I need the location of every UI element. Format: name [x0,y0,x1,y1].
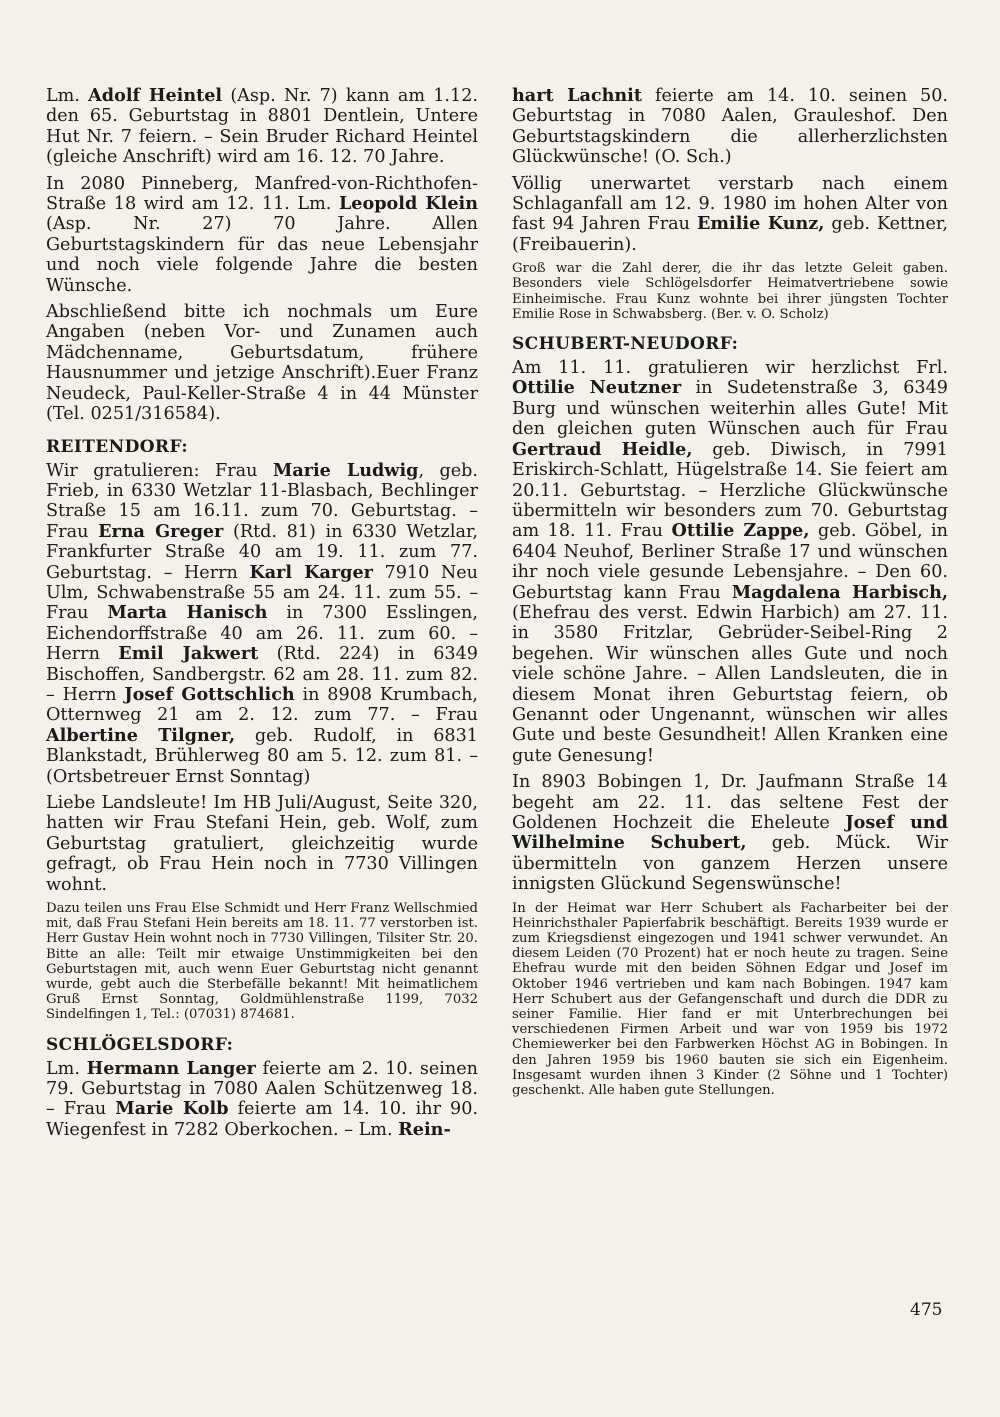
left_column-paragraph-8: Lm. Hermann Langer feierte am 2. 10. seinen 79. Geburtstag in 7080 Aalen Schützenweg 18. – Frau Marie Kolb feierte am 14. 10. ihr 90. Wiegenfest in 7282 Oberkochen. – Lm. Rein- [46,1057,479,1140]
right_column-paragraph-2: Groß war die Zahl derer, die ihr das letzte Geleit gaben. Besonders viele Schlögelsdorfer Heimatvertriebene sowie Einheimische. Frau Kunz wohnte bei ihrer jüngsten Tochter Emilie Rose in Schwabsberg. (Ber. v. O. Scholz) [512,261,948,322]
page-number: 475 [910,1300,943,1320]
left_column-heading-3: REITENDORF: [46,436,189,457]
right_column-paragraph-4: Am 11. 11. gratulieren wir herzlichst Frl. Ottilie Neutzner in Sudetenstraße 3, 6349 Burg und wünschen weiterhin alles Gute! Mit den gleichen guten Wünschen auch für Frau Gertraud Heidle, geb. Diwisch, in 7991 Eriskirch-Schlatt, Hügelstraße 14. Sie feiert am 20.11. Geburtstag. – Herzliche Glückwünsche übermitteln wir besonders zum 70. Geburtstag am 18. 11. Frau Ottilie Zappe, geb. Göbel, in 6404 Neuhof, Berliner Straße 17 und wünschen ihr noch viele gesunde Lebensjahre. – Den 60. Geburtstag kann Frau Magdalena Harbisch, (Ehefrau des verst. Edwin Harbich) am 27. 11. in 3580 Fritzlar, Gebrüder-Seibel-Ring 2 begehen. Wir wünschen alles Gute und noch viele schöne Jahre. – Allen Landsleuten, die in diesem Monat ihren Geburtstag feiern, ob Genannt oder Ungenannt, wünschen wir alles Gute und beste Gesundheit! Allen Kranken eine gute Genesung! [512,358,949,766]
right_column-paragraph-1: Völlig unerwartet verstarb nach einem Schlaganfall am 12. 9. 1980 im hohen Alter von fast 94 Jahren Frau Emilie Kunz, geb. Kettner, (Freibauerin). [512,173,949,255]
left_column-heading-7: SCHLÖGELSDORF: [46,1034,234,1055]
left_column-paragraph-4: Wir gratulieren: Frau Marie Ludwig, geb. Frieb, in 6330 Wetzlar 11-Blasbach, Bechlinger Straße 15 am 16.11. zum 70. Geburtstag. – Frau Erna Greger (Rtd. 81) in 6330 Wetzlar, Frankfurter Straße 40 am 19. 11. zum 77. Geburtstag. – Herrn Karl Karger 7910 Neu Ulm, Schwabenstraße 55 am 24. 11. zum 55. – Frau Marta Hanisch in 7300 Esslingen, Eichendorffstraße 40 am 26. 11. zum 60. – Herrn Emil Jakwert (Rtd. 224) in 6349 Bischoffen, Sandbergstr. 62 am 28. 11. zum 82. – Herrn Josef Gottschlich in 8908 Krumbach, Otternweg 21 am 2. 12. zum 77. – Frau Albertine Tilgner, geb. Rudolf, in 6831 Blankstadt, Brühlerweg 80 am 5. 12. zum 81. – (Ortsbetreuer Ernst Sonntag) [46,459,479,787]
left_column-paragraph-1: In 2080 Pinneberg, Manfred-von-Richthofen-Straße 18 wird am 12. 11. Lm. Leopold Klein (Asp. Nr. 27) 70 Jahre. Allen Geburtstagskindern für das neue Lebensjahr und noch viele folgende Jahre die besten Wünsche. [46,173,478,296]
right_column-heading-3: SCHUBERT-NEUDORF: [512,334,739,355]
right_column-paragraph-0: hart Lachnit feierte am 14. 10. seinen 50. Geburtstag in 7080 Aalen, Grauleshof. Den Geburtstagskindern die allerherzlichsten Glückwünsche! (O. Sch.) [512,85,948,168]
right_column-paragraph-6: In der Heimat war Herr Schubert als Facharbeiter bei der Heinrichsthaler Papierfabrik beschäftigt. Bereits 1939 wurde er zum Kriegsdienst eingezogen und 1941 schwer verwundet. An diesem Leiden (70 Prozent) hat er noch heute zu tragen. Seine Ehefrau wurde mit den beiden Söhnen Edgar und Josef im Oktober 1946 vertrieben und kam nach Bobingen. 1947 kam Herr Schubert aus der Gefangenschaft und durch die DDR zu seiner Familie. Hier fand er mit Unterbrechungen bei verschiedenen Firmen Arbeit und war von 1959 bis 1972 Chemiewerker bei den Farbwerken Höchst AG in Bobingen. In den Jahren 1959 bis 1960 bauten sie sich ein Eigenheim. Insgesamt wurden ihnen 3 Kinder (2 Söhne und 1 Tochter) geschenkt. Alle haben gute Stellungen. [512,900,948,1099]
left_column-paragraph-6: Dazu teilen uns Frau Else Schmidt und Herr Franz Wellschmied mit, daß Frau Stefani Hein bereits am 18. 11. 77 verstorben ist. Herr Gustav Hein wohnt noch in 7730 Villingen, Tilsiter Str. 20. Bitte an alle: Teilt mir etwaige Unstimmigkeiten bei den Geburtstagen mit, auch wenn Euer Geburtstag nicht genannt wurde, gebt auch die Sterbefälle bekannt! Mit heimatlichem Gruß Ernst Sonntag, Goldmühlenstraße 1199, 7032 Sindelfingen 1, Tel.: (07031) 874681. [46,901,478,1023]
left_column-paragraph-2: Abschließend bitte ich nochmals um Eure Angaben (neben Vor- und Zunamen auch Mädchenname, Geburtsdatum, frühere Hausnummer und jetzige Anschrift).Euer Franz Neudeck, Paul-Keller-Straße 4 in 44 Münster (Tel. 0251/316584). [46,302,478,425]
left_column-paragraph-0: Lm. Adolf Heintel (Asp. Nr. 7) kann am 1.12. den 65. Geburtstag in 8801 Dentlein, Untere Hut Nr. 7 feiern. – Sein Bruder Richard Heintel (gleiche Anschrift) wird am 16. 12. 70 Jahre. [46,85,478,168]
left_column-paragraph-5: Liebe Landsleute! Im HB Juli/August, Seite 320, hatten wir Frau Stefani Hein, geb. Wolf, zum Geburtstag gratuliert, gleichzeitig wurde gefragt, ob Frau Hein noch in 7730 Villingen wohnt. [46,793,478,895]
right_column-paragraph-5: In 8903 Bobingen 1, Dr. Jaufmann Straße 14 begeht am 22. 11. das seltene Fest der Goldenen Hochzeit die Eheleute Josef und Wilhelmine Schubert, geb. Mück. Wir übermitteln von ganzem Herzen unsere innigsten Glückund Segenswünsche! [512,772,948,895]
right-column [512,86,948,1104]
left-column [46,86,478,1146]
